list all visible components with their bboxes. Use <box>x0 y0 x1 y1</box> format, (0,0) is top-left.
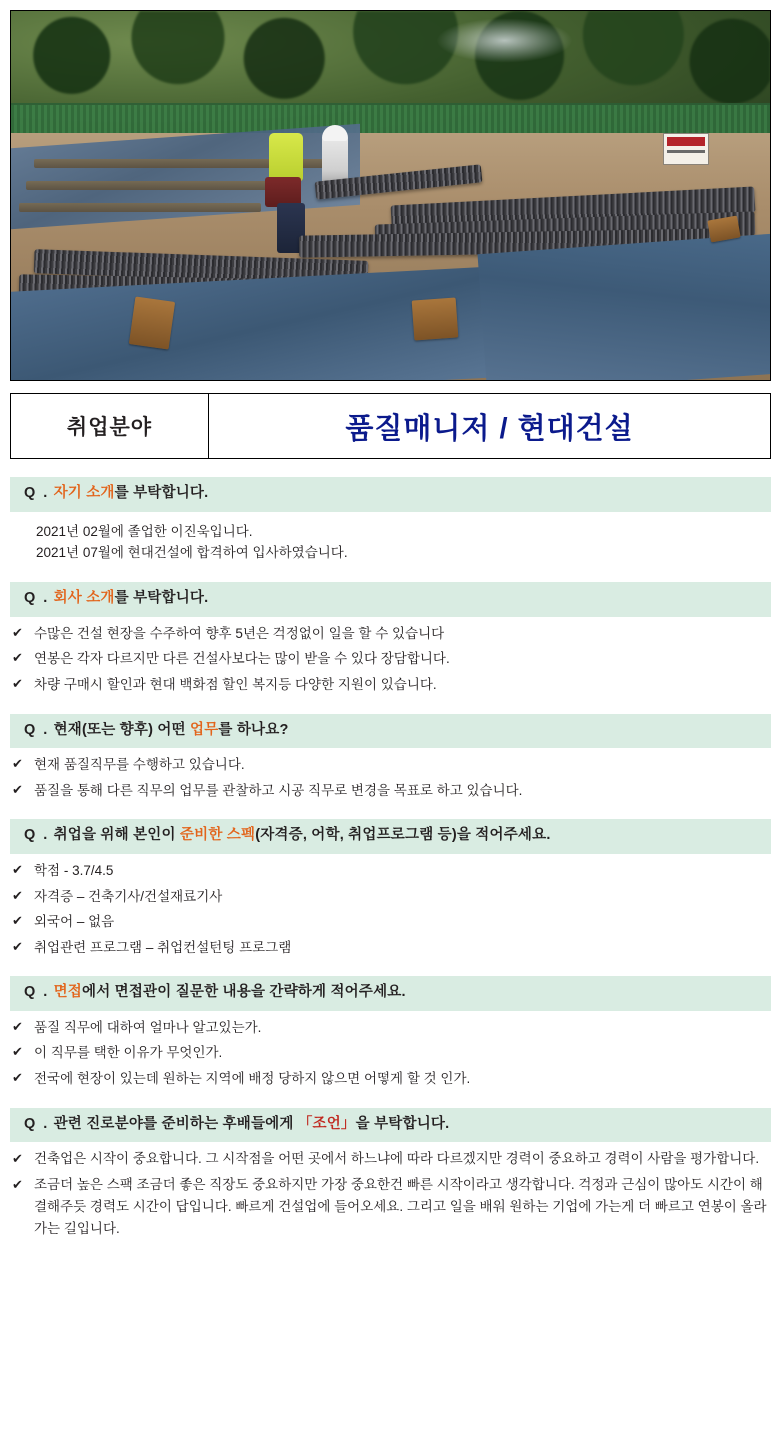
photo-timber-block <box>708 215 741 242</box>
qa-block-4 <box>10 819 771 958</box>
list-item-text: 외국어 – 없음 <box>34 914 115 930</box>
list-item-text: 전국에 현장이 있는데 원하는 지역에 배정 당하지 않으면 어떻게 할 것 인가. <box>34 1071 471 1087</box>
answer-line: 2021년 02월에 졸업한 이진욱입니다. <box>36 523 253 539</box>
list-item <box>10 937 771 959</box>
question-bar-5 <box>10 976 771 1011</box>
list-item <box>10 860 771 882</box>
check-icon: ✔ <box>12 1151 23 1167</box>
list-item <box>10 1068 771 1090</box>
field-title-table <box>10 393 771 459</box>
list-item-text: 취업관련 프로그램 – 취업컨설턴팅 프로그램 <box>34 939 292 955</box>
check-icon: ✔ <box>12 1018 23 1034</box>
question-highlight: 회사 소개 <box>53 590 115 607</box>
question-suffix: 를 부탁합니다. <box>114 590 209 607</box>
list-item-text: 차량 구매시 할인과 현대 백화점 할인 복지등 다양한 지원이 있습니다. <box>34 677 437 693</box>
question-highlight: 업무 <box>189 721 219 738</box>
qa-block-5 <box>10 976 771 1089</box>
question-suffix: (자격증, 어학, 취업프로그램 등)을 적어주세요. <box>255 827 551 844</box>
photo-warning-sign <box>663 133 709 165</box>
question-marker: Q . <box>24 984 50 1001</box>
answer-line: 2021년 07월에 현대건설에 합격하여 입사하였습니다. <box>36 545 348 561</box>
question-highlight: 면접 <box>53 984 82 1001</box>
check-icon: ✔ <box>12 887 23 903</box>
question-suffix: 을 부탁합니다. <box>355 1115 450 1132</box>
photo-timber-block <box>129 296 175 349</box>
qa-block-2 <box>10 582 771 695</box>
check-icon: ✔ <box>12 913 23 929</box>
list-item-text: 품질을 통해 다른 직무의 업무를 관찰하고 시공 직무로 변경을 목표로 하고 있습니다. <box>34 782 523 798</box>
question-highlight: 자기 소개 <box>53 485 115 501</box>
question-marker: Q . <box>24 721 50 738</box>
check-icon: ✔ <box>12 861 23 877</box>
answer-block-1 <box>10 512 771 565</box>
question-pretext: 취업을 위해 본인이 <box>53 827 180 844</box>
list-item <box>10 1148 771 1170</box>
question-highlight: 「조언」 <box>297 1115 356 1132</box>
list-item-text: 자격증 – 건축기사/건설재료기사 <box>34 888 223 904</box>
list-item-text: 건축업은 시작이 중요합니다. 그 시작점을 어떤 곳에서 하느냐에 따라 다르겠지만 경력이 중요하고 경력이 사람을 평가합니다. <box>34 1151 760 1167</box>
qa-block-1 <box>10 477 771 564</box>
list-item <box>10 648 771 670</box>
photo-blue-tarp-right <box>477 233 770 380</box>
question-pretext: 현재(또는 향후) 어떤 <box>53 721 190 738</box>
answer-bullets-2 <box>10 617 771 696</box>
question-marker: Q . <box>24 485 50 501</box>
check-icon: ✔ <box>12 624 23 640</box>
question-suffix: 를 부탁합니다. <box>114 485 209 501</box>
check-icon: ✔ <box>12 1177 23 1193</box>
question-bar-2 <box>10 582 771 617</box>
answer-bullets-5 <box>10 1011 771 1090</box>
list-item <box>10 754 771 776</box>
list-item <box>10 1174 771 1240</box>
qa-block-6 <box>10 1108 771 1240</box>
table-row <box>11 394 771 459</box>
question-highlight: 준비한 스펙 <box>179 827 256 844</box>
check-icon: ✔ <box>12 781 23 797</box>
question-bar-3 <box>10 714 771 749</box>
list-item-text: 현재 품질직무를 수행하고 있습니다. <box>34 757 245 773</box>
photo-trench <box>19 203 262 212</box>
header-photo <box>10 10 771 381</box>
question-marker: Q . <box>24 590 50 607</box>
check-icon: ✔ <box>12 1044 23 1060</box>
question-marker: Q . <box>24 1115 50 1132</box>
list-item <box>10 886 771 908</box>
check-icon: ✔ <box>12 756 23 772</box>
answer-bullets-6 <box>10 1142 771 1239</box>
photo-trench <box>26 181 299 190</box>
list-item <box>10 674 771 696</box>
list-item-text: 학점 - 3.7/4.5 <box>34 862 114 878</box>
qa-block-3 <box>10 714 771 802</box>
photo-timber-block <box>412 297 459 340</box>
question-bar-4 <box>10 819 771 854</box>
list-item-text: 품질 직무에 대하여 얼마나 알고있는가. <box>34 1019 262 1035</box>
check-icon: ✔ <box>12 1070 23 1086</box>
question-suffix: 에서 면접관이 질문한 내용을 간략하게 적어주세요. <box>82 984 406 1001</box>
list-item <box>10 623 771 645</box>
construction-site-photo <box>11 11 770 380</box>
question-bar-6 <box>10 1108 771 1143</box>
photo-sky-patch <box>436 18 573 62</box>
photo-worker-vest <box>269 133 303 181</box>
check-icon: ✔ <box>12 938 23 954</box>
question-pretext: 관련 진로분야를 준비하는 후배들에게 <box>53 1115 298 1132</box>
list-item-text: 연봉은 각자 다르지만 다른 건설사보다는 많이 받을 수 있다 장담합니다. <box>34 651 450 667</box>
list-item-text: 수많은 건설 현장을 수주하여 향후 5년은 걱정없이 일을 할 수 있습니다 <box>34 625 445 641</box>
list-item <box>10 1042 771 1064</box>
list-item <box>10 911 771 933</box>
check-icon: ✔ <box>12 650 23 666</box>
list-item <box>10 780 771 802</box>
answer-bullets-3 <box>10 748 771 801</box>
question-suffix: 를 하나요? <box>218 721 289 738</box>
answer-bullets-4 <box>10 854 771 958</box>
question-marker: Q . <box>24 827 50 844</box>
check-icon: ✔ <box>12 676 23 692</box>
question-bar-1 <box>10 477 771 512</box>
list-item <box>10 1017 771 1039</box>
field-label-cell: 취업분야 <box>11 394 209 459</box>
list-item-text: 이 직무를 택한 이유가 무엇인가. <box>34 1045 223 1061</box>
list-item-text: 조금더 높은 스팩 조금더 좋은 직장도 중요하지만 가장 중요한건 빠른 시작이라고 생각합니다. 걱정과 근심이 많아도 시간이 해결해주듯 경력도 시간이 답입니다. 빠르게 건설업에 들어오세요. 그리고 일을 배워 원하는 기업에 가는게 더 빠르고 연봉이 올라가는 길입니다. <box>34 1177 767 1236</box>
field-value-cell: 품질매니저 / 현대건설 <box>209 394 771 459</box>
